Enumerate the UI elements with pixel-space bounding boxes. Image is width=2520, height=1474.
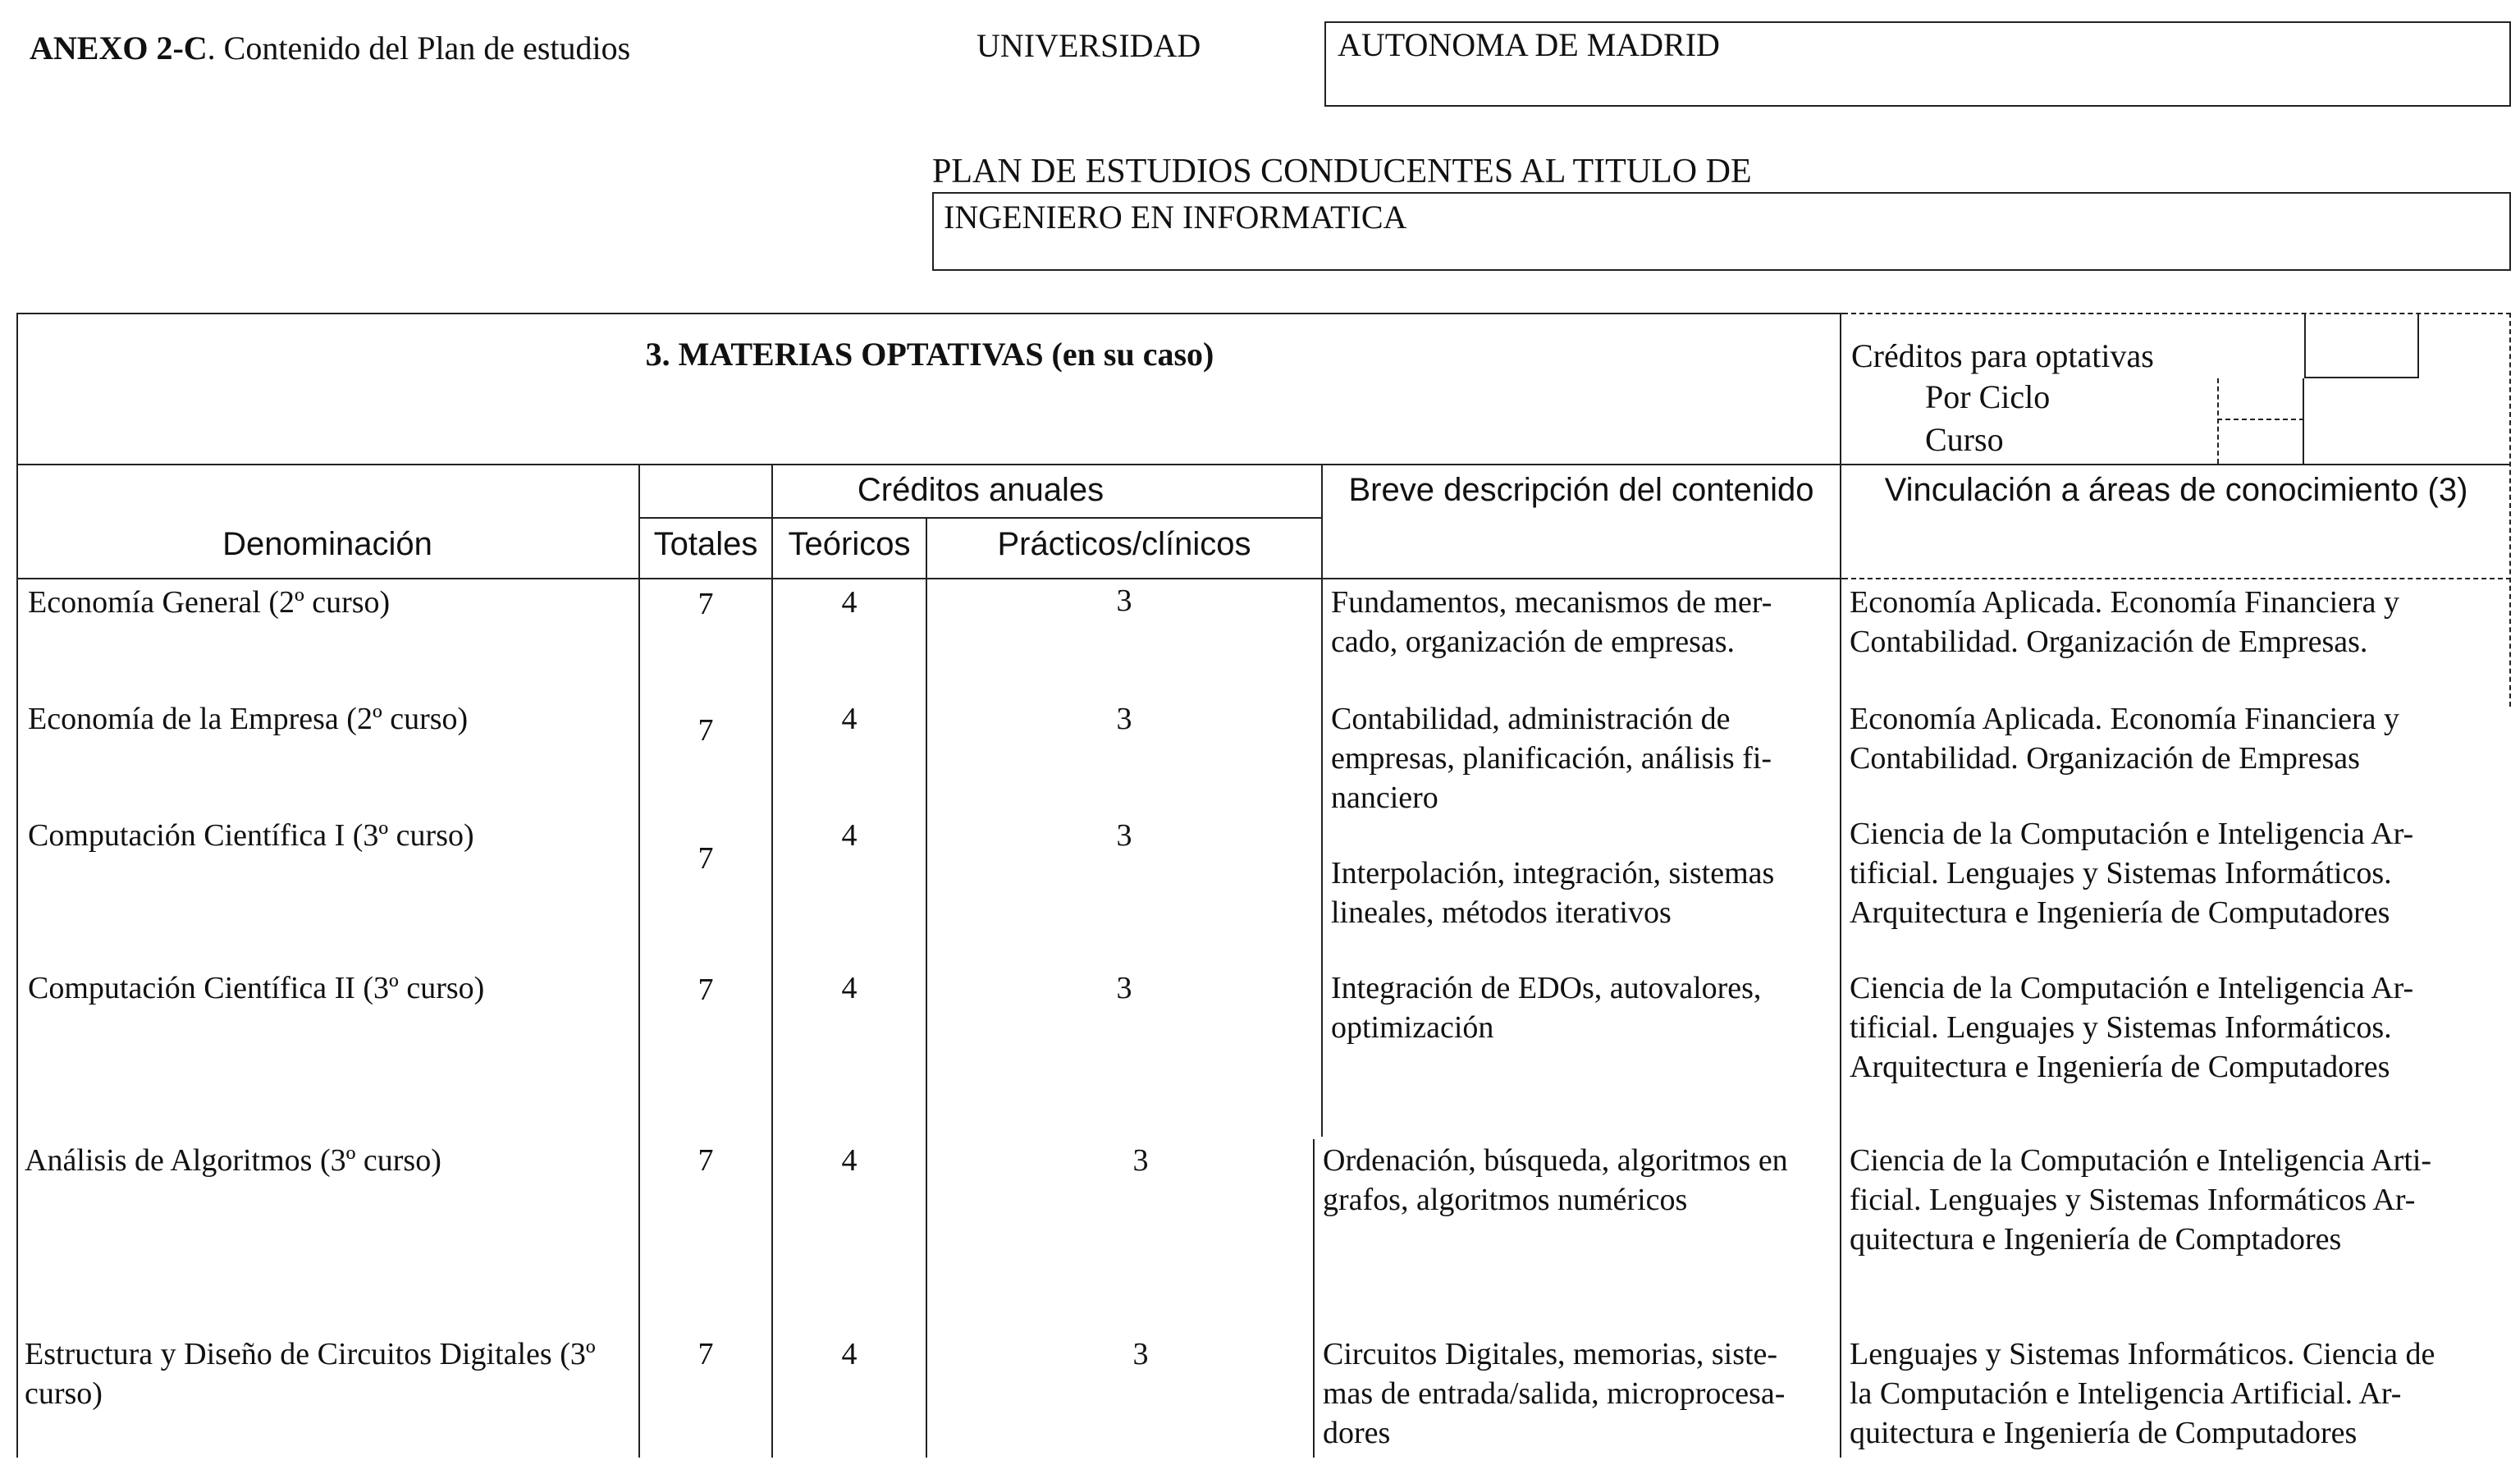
left-border	[16, 313, 18, 1458]
university-label: UNIVERSIDAD	[976, 27, 1201, 64]
credits-theory: 4	[841, 1337, 858, 1371]
credits-total: 7	[697, 713, 714, 748]
areas-header: Vinculación a áreas de conocimiento (3)	[1884, 472, 2468, 508]
areas-line: la Computación e Inteligencia Artificial. Ar-	[1850, 1376, 2402, 1411]
body-separator	[16, 578, 1843, 579]
description-line: Integración de EDOs, autovalores,	[1331, 971, 1762, 1005]
course-name: Estructura y Diseño de Circuitos Digitales (3º curso)	[25, 1337, 596, 1411]
description	[1323, 1141, 1840, 1220]
areas-line: Ciencia de la Computación e Inteligencia Ar-	[1850, 817, 2414, 851]
course-name: Análisis de Algoritmos (3º curso)	[25, 1143, 441, 1178]
areas-line: Lenguajes y Sistemas Informáticos. Ciencia de	[1850, 1337, 2435, 1371]
table-top-border	[16, 313, 1843, 314]
description-line: optimización	[1331, 1010, 1494, 1045]
description	[1331, 583, 1840, 661]
areas-line: Arquitectura e Ingeniería de Computadores	[1850, 895, 2390, 930]
course-name: Computación Científica II (3º curso)	[28, 971, 485, 1005]
areas-line: Ciencia de la Computación e Inteligencia Arti-	[1850, 1143, 2432, 1178]
credits-theory: 4	[841, 1143, 858, 1178]
areas-line: quitectura e Ingeniería de Comptadores	[1850, 1222, 2342, 1257]
knowledge-areas	[1850, 1334, 2511, 1453]
credits-practice: 3	[1132, 1337, 1149, 1371]
credits-total: 7	[697, 1337, 714, 1371]
header-separator	[16, 464, 2511, 465]
description-line: empresas, planificación, análisis fi-	[1331, 741, 1772, 776]
credits-theory: 4	[841, 971, 858, 1005]
areas-line: Economía Aplicada. Economía Financiera y	[1850, 702, 2400, 736]
credits-practice: 3	[1116, 818, 1132, 853]
description-line: lineales, métodos iterativos	[1331, 895, 1672, 930]
description	[1331, 968, 1840, 1047]
course-name: Computación Científica I (3º curso)	[28, 818, 474, 853]
areas-line: tificial. Lenguajes y Sistemas Informáticos.	[1850, 856, 2392, 890]
description-line: Ordenación, búsqueda, algoritmos en	[1323, 1143, 1788, 1178]
course-name: Economía de la Empresa (2º curso)	[28, 702, 469, 736]
credits-cycle-box	[2304, 313, 2419, 378]
knowledge-areas	[1850, 699, 2511, 778]
credits-box-divider	[2217, 419, 2304, 420]
optional-credits-label: Créditos para optativas	[1851, 337, 2154, 374]
annex-label: ANEXO 2-C	[30, 30, 208, 66]
description-line: grafos, algoritmos numéricos	[1323, 1183, 1688, 1217]
description	[1331, 699, 1840, 817]
credits-course-box	[2217, 378, 2304, 464]
areas-line: Economía Aplicada. Economía Financiera y	[1850, 585, 2400, 620]
credits-total: 7	[697, 973, 714, 1007]
areas-line: Contabilidad. Organización de Empresas.	[1850, 625, 2368, 659]
body-separator-dashed	[1843, 578, 2511, 579]
description	[1323, 1334, 1840, 1453]
areas-line: tificial. Lenguajes y Sistemas Informáticos.	[1850, 1010, 2392, 1045]
areas-line: Contabilidad. Organización de Empresas	[1850, 741, 2360, 776]
description-line: Contabilidad, administración de	[1331, 702, 1731, 736]
description-line: mas de entrada/salida, microprocesa-	[1323, 1376, 1786, 1411]
credits-total: 7	[697, 1143, 714, 1178]
credits-practice: 3	[1116, 971, 1132, 1005]
description-header: Breve descripción del contenido	[1348, 472, 1814, 508]
credits-theory: 4	[841, 585, 858, 620]
credits-total: 7	[697, 841, 714, 876]
areas-line: ficial. Lenguajes y Sistemas Informáticos Ar-	[1850, 1183, 2416, 1217]
areas-line: Arquitectura e Ingeniería de Computadores	[1850, 1050, 2390, 1084]
practice-header: Prácticos/clínicos	[997, 526, 1251, 562]
knowledge-areas	[1850, 1141, 2511, 1259]
description	[1331, 854, 1840, 932]
credits-subheader-line	[638, 517, 1323, 519]
credits-practice: 3	[1132, 1143, 1149, 1178]
annual-credits-header: Créditos anuales	[857, 472, 1105, 508]
credits-practice: 3	[1116, 584, 1132, 618]
description-line: nanciero	[1331, 780, 1438, 815]
annex-heading	[30, 25, 653, 72]
per-cycle-label: Por Ciclo	[1925, 378, 2051, 415]
description-line: cado, organización de empresas.	[1331, 625, 1736, 659]
description-line: dores	[1323, 1416, 1391, 1450]
denomination-header: Denominación	[222, 526, 432, 562]
knowledge-areas	[1850, 583, 2511, 661]
university-value: AUTONOMA DE MADRID	[1338, 26, 1720, 63]
degree-value: INGENIERO EN INFORMATICA	[944, 199, 1407, 236]
description-line: Circuitos Digitales, memorias, siste-	[1323, 1337, 1778, 1371]
description-line: Interpolación, integración, sistemas	[1331, 856, 1775, 890]
knowledge-areas	[1850, 814, 2511, 932]
annex-text: . Contenido del Plan de estudios	[207, 30, 631, 66]
credits-total: 7	[697, 587, 714, 621]
totals-header: Totales	[653, 526, 758, 562]
credits-practice: 3	[1116, 702, 1132, 736]
plan-label: PLAN DE ESTUDIOS CONDUCENTES AL TITULO DE	[932, 153, 1752, 190]
areas-line: Ciencia de la Computación e Inteligencia Ar-	[1850, 971, 2414, 1005]
section-title: 3. MATERIAS OPTATIVAS (en su caso)	[645, 336, 1214, 373]
areas-line: quitectura e Ingeniería de Computadores	[1850, 1416, 2358, 1450]
description-column-border	[1321, 464, 1323, 1137]
description-column-border-lower	[1313, 1139, 1315, 1458]
course-label: Curso	[1925, 421, 2004, 458]
knowledge-areas	[1850, 968, 2511, 1087]
course-name: Economía General (2º curso)	[28, 585, 391, 620]
theory-header: Teóricos	[788, 526, 911, 562]
credits-theory: 4	[841, 702, 858, 736]
credits-theory: 4	[841, 818, 858, 853]
description-line: Fundamentos, mecanismos de mer-	[1331, 585, 1772, 620]
